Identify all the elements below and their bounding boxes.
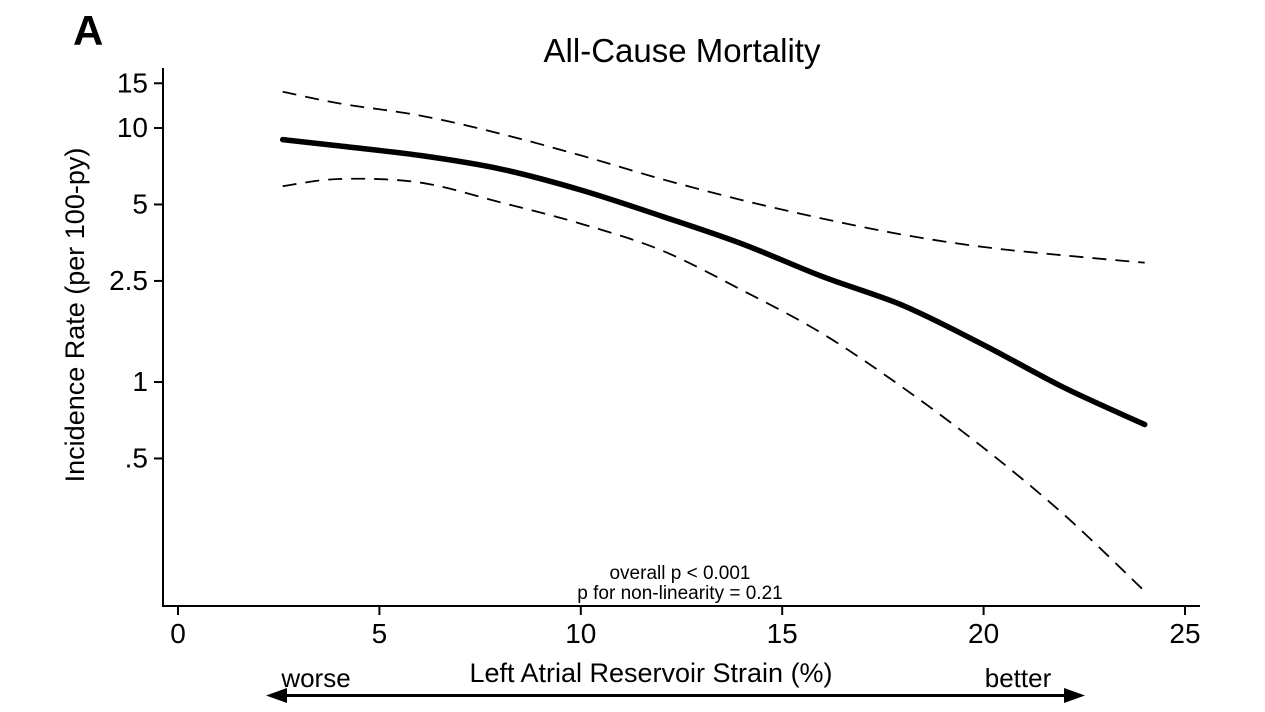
y-axis-label: Incidence Rate (per 100-py) xyxy=(60,147,90,483)
worse-label: worse xyxy=(281,663,351,693)
y-tick-label: .5 xyxy=(124,442,148,474)
y-axis-ticks xyxy=(109,67,163,473)
x-tick-label: 25 xyxy=(1169,618,1201,649)
y-tick-label: 2.5 xyxy=(109,264,148,296)
x-axis-label: Left Atrial Reservoir Strain (%) xyxy=(469,658,833,688)
x-tick-label: 20 xyxy=(968,618,1000,649)
spline-curves xyxy=(283,92,1145,592)
x-tick-label: 0 xyxy=(170,618,186,649)
better-label: better xyxy=(984,663,1052,693)
overall-p-text: overall p < 0.001 xyxy=(609,563,751,584)
x-axis-ticks xyxy=(170,606,1200,649)
curve-lower-95ci xyxy=(283,179,1145,592)
panel-label: A xyxy=(73,7,104,54)
chart-title: All-Cause Mortality xyxy=(543,32,821,69)
curve-upper-95ci xyxy=(283,92,1145,263)
y-tick-label: 15 xyxy=(116,67,148,99)
nonlinearity-p-text: p for non-linearity = 0.21 xyxy=(577,583,783,604)
x-tick-label: 5 xyxy=(371,618,388,649)
y-tick-label: 10 xyxy=(116,112,148,143)
y-axis xyxy=(60,67,163,607)
y-tick-label: 1 xyxy=(132,366,148,397)
curve-point-estimate xyxy=(283,140,1145,425)
x-tick-label: 10 xyxy=(565,618,597,649)
x-tick-label: 15 xyxy=(766,618,798,649)
y-tick-label: 5 xyxy=(132,188,148,220)
p-value-annotation xyxy=(577,563,782,604)
arrow-right-head-icon xyxy=(1064,688,1085,703)
